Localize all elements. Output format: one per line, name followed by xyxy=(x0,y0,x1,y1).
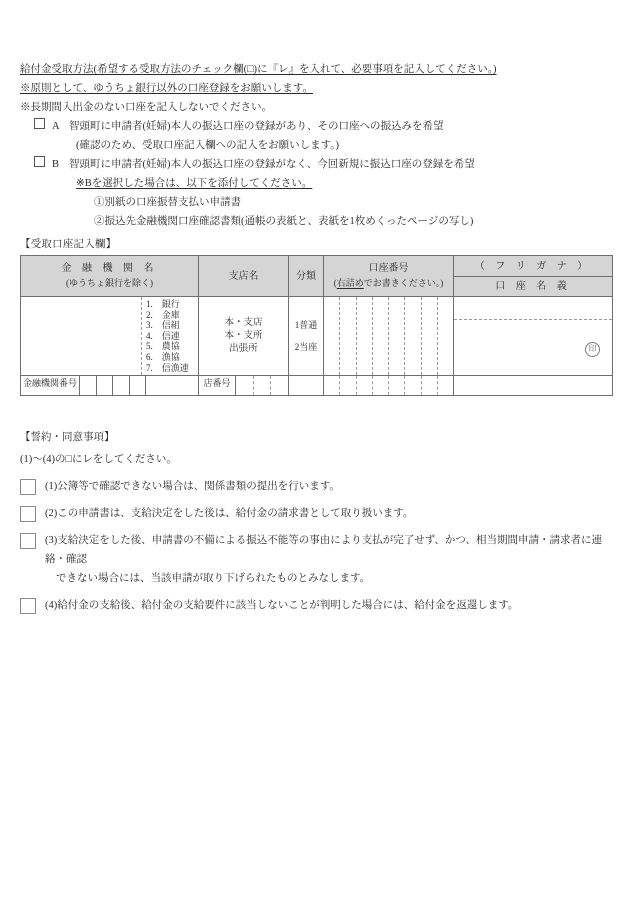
header-account-holder-group xyxy=(454,256,613,297)
bank-type-list xyxy=(142,297,198,375)
account-number-digit-lower[interactable] xyxy=(324,376,340,395)
pledge-item[interactable] xyxy=(20,531,620,588)
option-a-text: 智頭町に申請者(妊婦)本人の振込口座の登録があり、その口座への振込みを希望 xyxy=(69,121,444,132)
bank-type-item[interactable]: 6. 漁協 xyxy=(146,351,180,362)
cell-account-number-code-blank[interactable] xyxy=(324,376,454,396)
pledge-item-text: (1)公簿等で確認できない場合は、関係書類の提出を行います。 xyxy=(45,481,340,492)
account-table-caption: 【受取口座記入欄】 xyxy=(20,239,117,250)
branch-option[interactable]: 出張所 xyxy=(229,343,258,354)
option-a-row[interactable] xyxy=(20,117,620,136)
pledge-item[interactable] xyxy=(20,504,620,523)
table-header-row xyxy=(21,256,613,297)
cell-bank-code[interactable] xyxy=(21,376,199,396)
bank-type-item[interactable]: 1. 銀行 xyxy=(146,299,180,309)
checkbox-option-b[interactable] xyxy=(34,156,45,167)
bank-code-digit[interactable] xyxy=(130,376,147,395)
account-number-digit-lower[interactable] xyxy=(422,376,438,395)
header-account-number-sub: (右詰めでお書きください。) xyxy=(333,278,444,288)
intro-line-2: ※原則として、ゆうちょ銀行以外の口座登録をお願いします。 xyxy=(20,83,313,94)
account-number-digit-lower[interactable] xyxy=(405,376,421,395)
header-account-number xyxy=(324,256,454,297)
header-branch-name: 支店名 xyxy=(199,256,289,297)
account-number-digit[interactable] xyxy=(389,297,405,375)
account-number-digit[interactable] xyxy=(373,297,389,375)
table-code-row xyxy=(21,376,613,396)
option-a-label: A xyxy=(52,121,60,132)
intro-block xyxy=(20,60,620,231)
branch-option[interactable]: 本・支店 xyxy=(224,317,263,328)
account-number-digit[interactable] xyxy=(357,297,373,375)
account-number-digit[interactable] xyxy=(340,297,356,375)
cell-branch-code[interactable] xyxy=(199,376,289,396)
pledge-item-text: (4)給付金の支給後、給付金の支給要件に該当しないことが判明した場合には、給付金を返還します。 xyxy=(45,600,519,611)
account-number-cells-lower[interactable] xyxy=(324,376,453,395)
attachment-item-2: ②振込先金融機関口座確認書類(通帳の表紙と、表紙を1枚めくったページの写し) xyxy=(94,216,474,227)
header-account-holder: 口 座 名 義 xyxy=(454,277,612,296)
pledge-item[interactable] xyxy=(20,596,620,615)
account-number-digit-lower[interactable] xyxy=(438,376,453,395)
seal-icon: 印 xyxy=(585,342,600,357)
pledge-item-text-wrap xyxy=(45,531,620,588)
bank-type-item[interactable]: 7. 信漁連 xyxy=(146,362,189,373)
cell-bank-name[interactable] xyxy=(21,297,199,376)
header-class: 分類 xyxy=(289,256,324,297)
pledge-item-text: (2)この申請書は、支給決定をした後は、給付金の請求書として取り扱います。 xyxy=(45,508,414,519)
option-a-note: (確認のため、受取口座記入欄への記入をお願いします。) xyxy=(76,140,339,151)
cell-class-code-blank xyxy=(289,376,324,396)
account-number-digit[interactable] xyxy=(405,297,421,375)
account-number-digit[interactable] xyxy=(438,297,453,375)
cell-branch-name[interactable] xyxy=(199,297,289,376)
branch-code-label: 店番号 xyxy=(199,376,236,395)
account-number-digit-lower[interactable] xyxy=(340,376,356,395)
account-number-digit[interactable] xyxy=(324,297,340,375)
option-b-label: B xyxy=(52,159,60,170)
cell-account-holder-lower[interactable] xyxy=(454,376,613,396)
bank-code-digit[interactable] xyxy=(113,376,130,395)
account-number-digit-lower[interactable] xyxy=(357,376,373,395)
checkbox-pledge-4[interactable] xyxy=(20,598,36,614)
bank-code-label: 金融機関番号 xyxy=(21,376,80,395)
branch-option[interactable]: 本・支所 xyxy=(224,330,263,341)
cell-class[interactable] xyxy=(289,297,324,376)
cell-account-number[interactable] xyxy=(324,297,454,376)
bank-type-item[interactable]: 3. 信組 xyxy=(146,320,180,331)
checkbox-pledge-1[interactable] xyxy=(20,479,36,495)
intro-line-1: 給付金受取方法(希望する受取方法のチェック欄(□)に『レ』を入れて、必要事項を記入してください。) xyxy=(20,64,497,75)
checkbox-pledge-2[interactable] xyxy=(20,506,36,522)
header-account-number-rest: でお書きください。 xyxy=(363,278,441,288)
bank-type-item[interactable]: 5. 農協 xyxy=(146,341,180,352)
cell-account-holder[interactable] xyxy=(454,297,613,376)
header-bank-name xyxy=(21,256,199,297)
branch-code-digit[interactable] xyxy=(271,376,288,395)
header-account-number-main: 口座番号 xyxy=(368,263,409,274)
bank-code-spacer xyxy=(146,376,198,395)
pledge-lead: (1)～(4)の□にレをしてください。 xyxy=(20,454,177,465)
class-option[interactable]: 1普通 xyxy=(294,320,318,330)
account-entry-table xyxy=(20,255,613,396)
account-number-digit-lower[interactable] xyxy=(373,376,389,395)
attachment-item-1: ①別紙の口座振替支払い申請書 xyxy=(94,197,241,208)
branch-code-digit[interactable] xyxy=(236,376,254,395)
branch-code-digit[interactable] xyxy=(254,376,272,395)
option-b-note: ※Bを選択した場合は、以下を添付してください。 xyxy=(76,178,313,189)
furigana-divider xyxy=(454,319,612,320)
pledge-section xyxy=(20,428,620,623)
checkbox-pledge-3[interactable] xyxy=(20,533,36,549)
bank-code-group xyxy=(21,376,198,395)
account-number-digit[interactable] xyxy=(422,297,438,375)
account-number-cells[interactable] xyxy=(324,297,453,375)
header-furigana: （ フ リ ガ ナ ） xyxy=(454,257,612,277)
table-body-row xyxy=(21,297,613,376)
bank-name-input-area[interactable] xyxy=(21,297,142,375)
option-b-text: 智頭町に申請者(妊婦)本人の振込口座の登録がなく、今回新規に振込口座の登録を希望 xyxy=(69,159,475,170)
pledge-item[interactable] xyxy=(20,477,620,496)
header-account-number-underline: 右詰め xyxy=(336,278,364,288)
bank-code-digit[interactable] xyxy=(80,376,97,395)
class-option[interactable]: 2当座 xyxy=(294,342,318,352)
header-bank-name-sub: (ゆうちょ銀行を除く) xyxy=(66,278,153,288)
pledge-item-continuation: できない場合には、当該申請が取り下げられたものとみなします。 xyxy=(56,573,371,584)
pledge-heading: 【誓約・同意事項】 xyxy=(20,432,115,443)
branch-code-group xyxy=(199,376,288,395)
intro-line-3: ※長期間入出金のない口座を記入しないでください。 xyxy=(20,102,272,113)
header-bank-name-main: 金 融 機 関 名 xyxy=(61,263,158,274)
option-b-row[interactable] xyxy=(20,155,620,174)
pledge-item-text: (3)支給決定をした後、申請書の不備による振込不能等の事由により支払が完了せず、かつ、相当期間申請・請求者に連絡・確認 xyxy=(45,535,602,565)
bank-type-item[interactable]: 2. 金庫 xyxy=(146,309,180,320)
bank-type-item[interactable]: 4. 信連 xyxy=(146,330,180,341)
checkbox-option-a[interactable] xyxy=(34,118,45,129)
account-number-digit-lower[interactable] xyxy=(389,376,405,395)
bank-code-digit[interactable] xyxy=(97,376,114,395)
